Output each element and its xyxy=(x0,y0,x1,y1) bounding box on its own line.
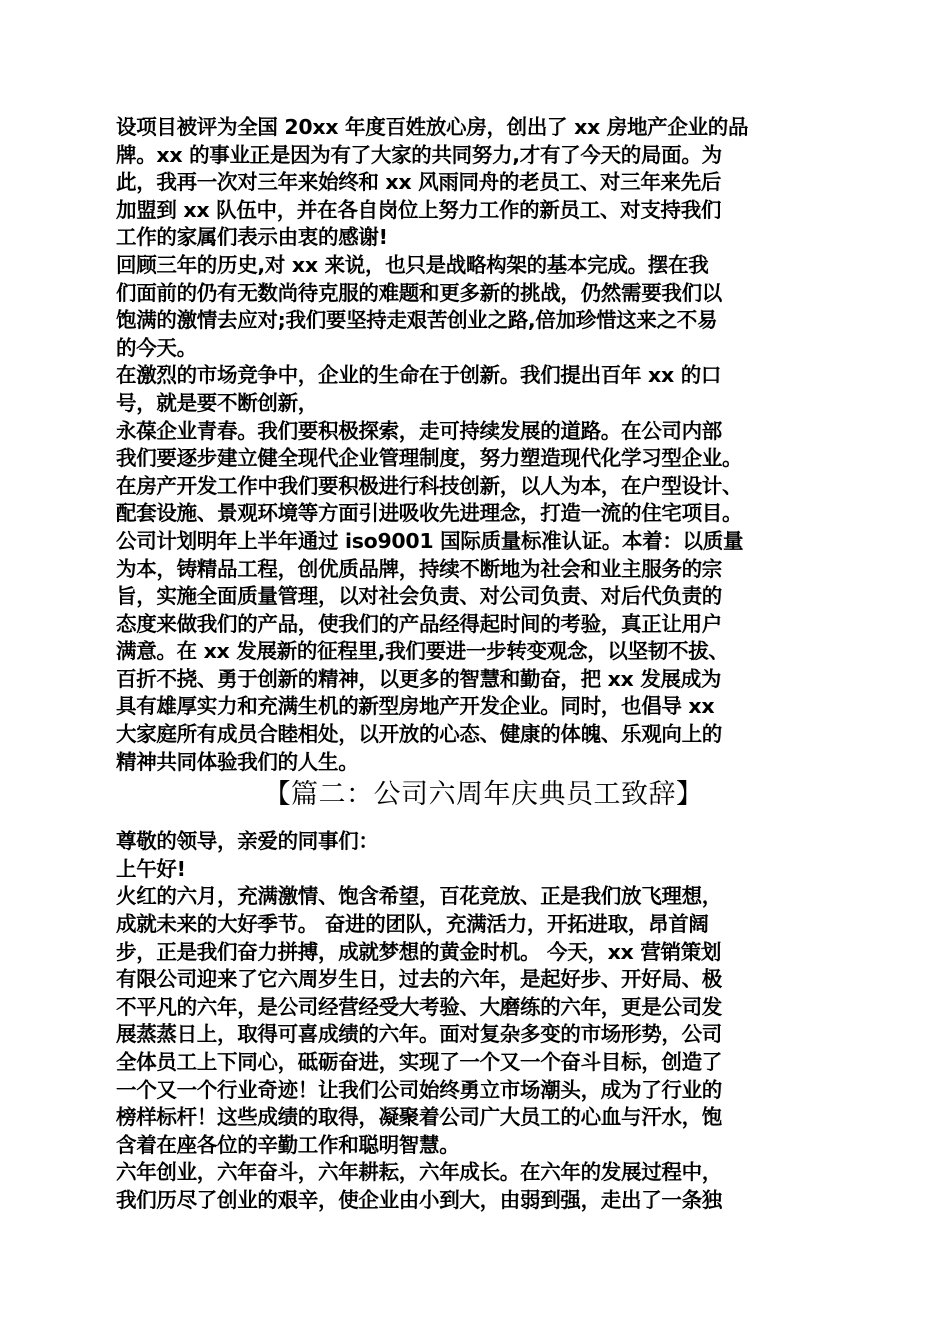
text-line: 号，就是要不断创新， xyxy=(116,390,318,415)
text-line: 成就未来的大好季节。 奋进的团队，充满活力，开拓进取，昂首阔 xyxy=(116,912,709,937)
text-line: 大家庭所有成员合睦相处，以开放的心态、健康的体魄、乐观向上的 xyxy=(116,722,722,747)
document-page xyxy=(116,114,851,1215)
text-line: 我们历尽了创业的艰辛，使企业由小到大，由弱到强，走出了一条独 xyxy=(116,1187,722,1212)
text-line: 展蒸蒸日上，取得可喜成绩的六年。面对复杂多变的市场形势，公司 xyxy=(116,1022,722,1047)
text-line: 旨，实施全面质量管理，以对社会负责、对公司负责、对后代负责的 xyxy=(116,584,722,609)
text-line: 饱满的激情去应对;我们要坚持走艰苦创业之路,倍加珍惜这来之不易 xyxy=(116,308,718,333)
speech-part-one xyxy=(116,114,851,776)
text-line: 永葆企业青春。我们要积极探索，走可持续发展的道路。在公司内部 xyxy=(116,418,722,443)
text-line: 此，我再一次对三年来始终和 xx 风雨同舟的老员工、对三年来先后 xyxy=(116,170,722,195)
text-line: 含着在座各位的辛勤工作和聪明智慧。 xyxy=(116,1132,460,1157)
text-line: 百折不挠、勇于创新的精神，以更多的智慧和勤奋，把 xx 发展成为 xyxy=(116,666,722,691)
text-line: 在激烈的市场竞争中，企业的生命在于创新。我们提出百年 xx 的口 xyxy=(116,363,722,388)
section-title: 【篇二：公司六周年庆典员工致辞】 xyxy=(263,779,704,811)
text-line: 精神共同体验我们的人生。 xyxy=(116,749,359,774)
text-line: 具有雄厚实力和充满生机的新型房地产开发企业。同时，也倡导 xx xyxy=(116,694,715,719)
text-line: 为本，铸精品工程，创优质品牌，持续不断地为社会和业主服务的宗 xyxy=(116,556,722,581)
text-line: 配套设施、景观环境等方面引进吸收先进理念，打造一流的住宅项目。 xyxy=(116,501,743,526)
text-line: 步，正是我们奋力拼搏，成就梦想的黄金时机。 今天，xx 营销策划 xyxy=(116,939,722,964)
text-line: 在房产开发工作中我们要积极进行科技创新，以人为本，在户型设计、 xyxy=(116,473,743,498)
text-line: 设项目被评为全国 20xx 年度百姓放心房，创出了 xx 房地产企业的品 xyxy=(116,115,749,139)
text-line: 态度来做我们的产品，使我们的产品经得起时间的考验，真正让用户 xyxy=(116,611,722,636)
text-line: 上午好! xyxy=(116,856,186,881)
text-line: 加盟到 xx 队伍中，并在各自岗位上努力工作的新员工、对支持我们 xyxy=(116,197,722,222)
text-line: 不平凡的六年，是公司经营经受大考验、大磨练的六年，更是公司发 xyxy=(116,994,722,1019)
text-line: 工作的家属们表示由衷的感谢! xyxy=(116,225,388,250)
text-line: 尊敬的领导，亲爱的同事们： xyxy=(116,829,379,854)
text-line: 六年创业，六年奋斗，六年耕耘，六年成长。在六年的发展过程中， xyxy=(116,1160,722,1185)
text-line: 一个又一个行业奇迹！让我们公司始终勇立市场潮头，成为了行业的 xyxy=(116,1077,722,1102)
text-line: 榜样标杆！这些成绩的取得，凝聚着公司广大员工的心血与汗水，饱 xyxy=(116,1105,722,1130)
text-line: 火红的六月，充满激情、饱含希望，百花竞放、正是我们放飞理想， xyxy=(116,884,722,909)
text-line: 有限公司迎来了它六周岁生日，过去的六年，是起好步、开好局、极 xyxy=(116,967,722,992)
text-line: 牌。xx 的事业正是因为有了大家的共同努力,才有了今天的局面。为 xyxy=(116,142,722,167)
text-line: 公司计划明年上半年通过 iso9001 国际质量标准认证。本着：以质量 xyxy=(116,528,744,553)
text-line: 的今天。 xyxy=(116,335,197,360)
speech-part-two xyxy=(116,828,851,1214)
text-line: 们面前的仍有无数尚待克服的难题和更多新的挑战，仍然需要我们以 xyxy=(116,280,722,305)
text-line: 我们要逐步建立健全现代企业管理制度，努力塑造现代化学习型企业。 xyxy=(116,446,743,471)
text-line: 回顾三年的历史,对 xx 来说，也只是战略构架的基本完成。摆在我 xyxy=(116,252,709,277)
text-line: 满意。在 xx 发展新的征程里,我们要进一步转变观念，以坚韧不拔、 xyxy=(116,639,729,664)
text-line: 全体员工上下同心，砥砺奋进，实现了一个又一个奋斗目标，创造了 xyxy=(116,1050,722,1074)
